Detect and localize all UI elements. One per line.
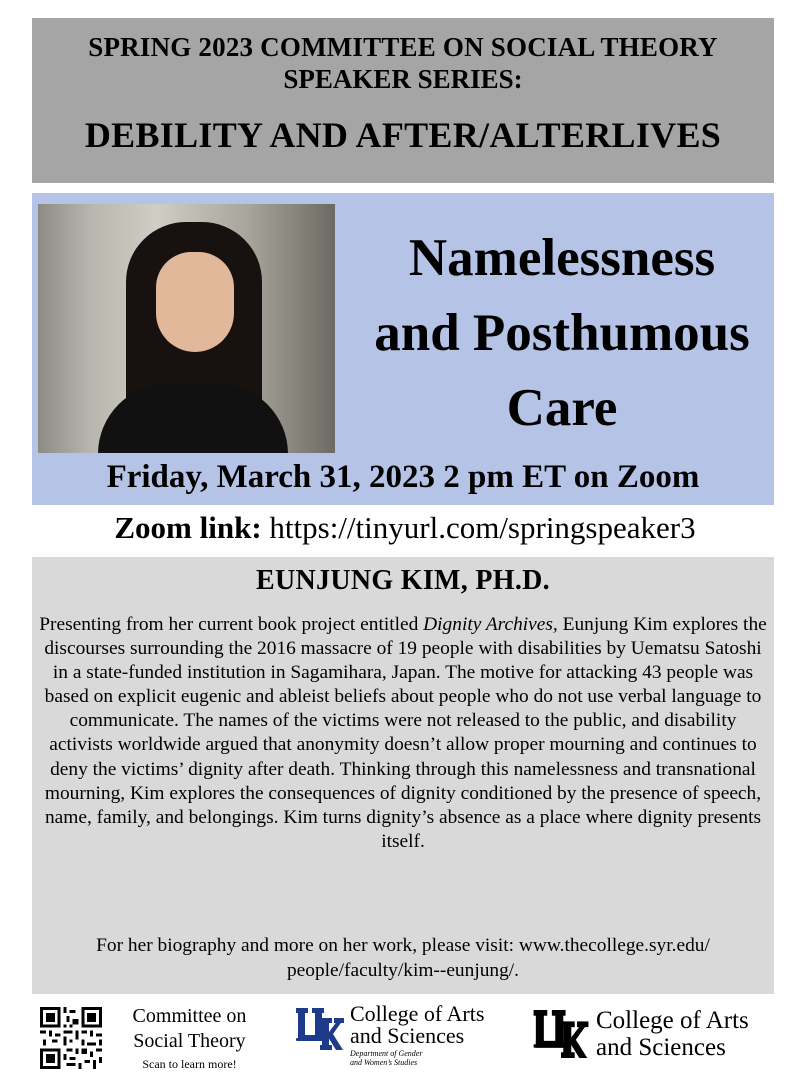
qr-code-icon[interactable] <box>40 1007 102 1069</box>
footer <box>0 1000 810 1080</box>
talk-title-line2: and Posthumous <box>374 304 750 362</box>
college-logo-text-2 <box>596 1007 749 1061</box>
talk-title-line1: Namelessness <box>408 229 716 287</box>
committee-line1: Committee on <box>132 1005 247 1027</box>
uk-logo-black-icon <box>533 1010 589 1058</box>
series-title-line2: SPEAKER SERIES: <box>283 64 523 94</box>
series-title-line1: SPRING 2023 COMMITTEE ON SOCIAL THEORY <box>88 32 718 62</box>
series-banner <box>32 18 774 183</box>
dept-line1: Department of Gender <box>350 1049 423 1058</box>
department-caption <box>350 1049 422 1067</box>
speaker-photo <box>38 204 335 453</box>
talk-panel <box>32 193 774 505</box>
abstract-body: Eunjung Kim explores the discourses surrounding the 2016 massacre of 19 people with disabilities by Uematsu Satoshi in a state-funded institution in Sagamihara, Japan. The motive for attacking 43 people was based on explicit eugenic and ableist beliefs about people who do not use verbal language to communicate. The names of the victims were not released to the public, and disability activists worldwide argued that anonymity doesn’t allow proper mourning and continues to deny the victims’ dignity after death. Thinking through this namelessness and transnational mourning, Kim explores the consequences of dignity conditioned by the presence of speech, name, family, and belongings. Kim turns dignity’s absence as a place where dignity presents itself. <box>44 614 767 852</box>
series-theme: DEBILITY AND AFTER/ALTERLIVES <box>84 115 722 155</box>
uk-logo-icon <box>296 1008 344 1050</box>
book-title: Dignity Archives, <box>423 614 558 635</box>
talk-title <box>354 221 770 446</box>
college-logo-text-1 <box>350 1003 484 1047</box>
bio-link-text: For her biography and more on her work, please visit: www.thecollege.syr.edu/ people/faculty/kim--eunjung/. <box>96 935 710 981</box>
dept-line2: and Women’s Studies <box>350 1058 418 1067</box>
scan-caption: Scan to learn more! <box>142 1057 237 1071</box>
abstract-intro: Presenting from her current book project entitled <box>39 614 424 635</box>
zoom-link-url[interactable]: https://tinyurl.com/springspeaker3 <box>261 510 696 545</box>
logo2-line1: College of Arts <box>596 1007 749 1034</box>
talk-title-line3: Care <box>506 379 618 437</box>
abstract-panel <box>32 557 774 994</box>
abstract-text <box>38 613 768 854</box>
event-date: Friday, March 31, 2023 2 pm ET on Zoom <box>106 459 700 495</box>
zoom-link-line <box>0 510 810 546</box>
logo1-line1: College of Arts <box>350 1001 485 1026</box>
zoom-link-label: Zoom link: <box>114 510 262 545</box>
committee-logo-text <box>112 1004 267 1072</box>
speaker-name: EUNJUNG KIM, PH.D. <box>256 565 550 596</box>
logo2-line2: and Sciences <box>596 1034 726 1061</box>
logo1-line2: and Sciences <box>350 1023 465 1048</box>
committee-line2: Social Theory <box>133 1030 246 1052</box>
